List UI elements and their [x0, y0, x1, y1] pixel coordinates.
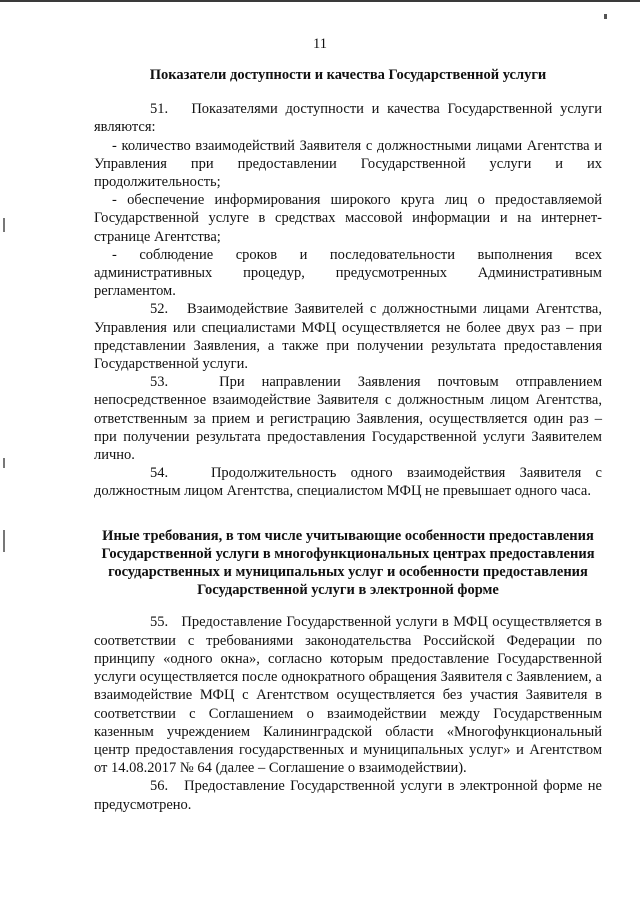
bullet-interactions: - количество взаимодействий Заявителя с должностными лицами Агентства и Управления при предоставлении Государственной услуги и их продолжительность; — [94, 137, 602, 191]
scan-edge-mark — [3, 218, 5, 232]
scan-edge-mark — [3, 530, 5, 552]
page-number: 11 — [313, 36, 327, 52]
paragraph-54: 54. Продолжительность одного взаимодействия Заявителя с должностным лицом Агентства, специалистом МФЦ не превышает одного часа. — [94, 465, 602, 500]
section-heading-other-requirements: Иные требования, в том числе учитывающие особенности предоставления Государственной услуги в многофункциональных центрах предоставления государственных и муниципальных услуг и особенности предоставления Государственной услуги в электронной форме — [101, 527, 595, 599]
scan-speck — [604, 14, 607, 19]
bullet-deadlines: - соблюдение сроков и последовательности выполнения всех административных процедур, предусмотренных Административным регламентом. — [94, 246, 602, 300]
bullet-informing: - обеспечение информирования широкого круга лиц о предоставляемой Государственной услуге в средствах массовой информации и на интернет-странице Агентства; — [94, 192, 602, 245]
document-body — [94, 64, 602, 814]
section-heading-accessibility: Показатели доступности и качества Государственной услуги — [149, 67, 547, 83]
paragraph-56: 56. Предоставление Государственной услуги в электронной форме не предусмотрено. — [94, 778, 602, 813]
paragraph-55: 55. Предоставление Государственной услуги в МФЦ осуществляется в соответствии с требованиями законодательства Российской Федерации по принципу «одного окна», согласно которым предоставление Государственной услуги осуществляется после однократного обращения Заявителя с Заявлением, а взаимодействие МФЦ с Агентством осуществляется без участия Заявителя в соответствии с Соглашением о взаимодействии между Государственным казенным учреждением Калининградской области «Многофункциональный центр предоставления государственных и муниципальных услуг» и Агентством от 14.08.2017 № 64 (далее – Соглашение о взаимодействии). — [94, 614, 602, 777]
paragraph-53: 53. При направлении Заявления почтовым отправлением непосредственное взаимодействие Заявителя с должностным лицом Агентства, ответственным за прием и регистрацию Заявления, осуществляется один раз – при получении результата предоставления Государственной услуги Заявителем лично. — [94, 374, 602, 464]
scan-edge-mark — [3, 458, 5, 468]
scan-border-top — [0, 0, 640, 2]
paragraph-52: 52. Взаимодействие Заявителей с должностными лицами Агентства, Управления или специалистами МФЦ осуществляется не более двух раз – при представлении Заявления, а также при получении результата предоставления Государственной услуги. — [94, 301, 602, 373]
paragraph-51: 51. Показателями доступности и качества Государственной услуги являются: — [94, 101, 602, 136]
